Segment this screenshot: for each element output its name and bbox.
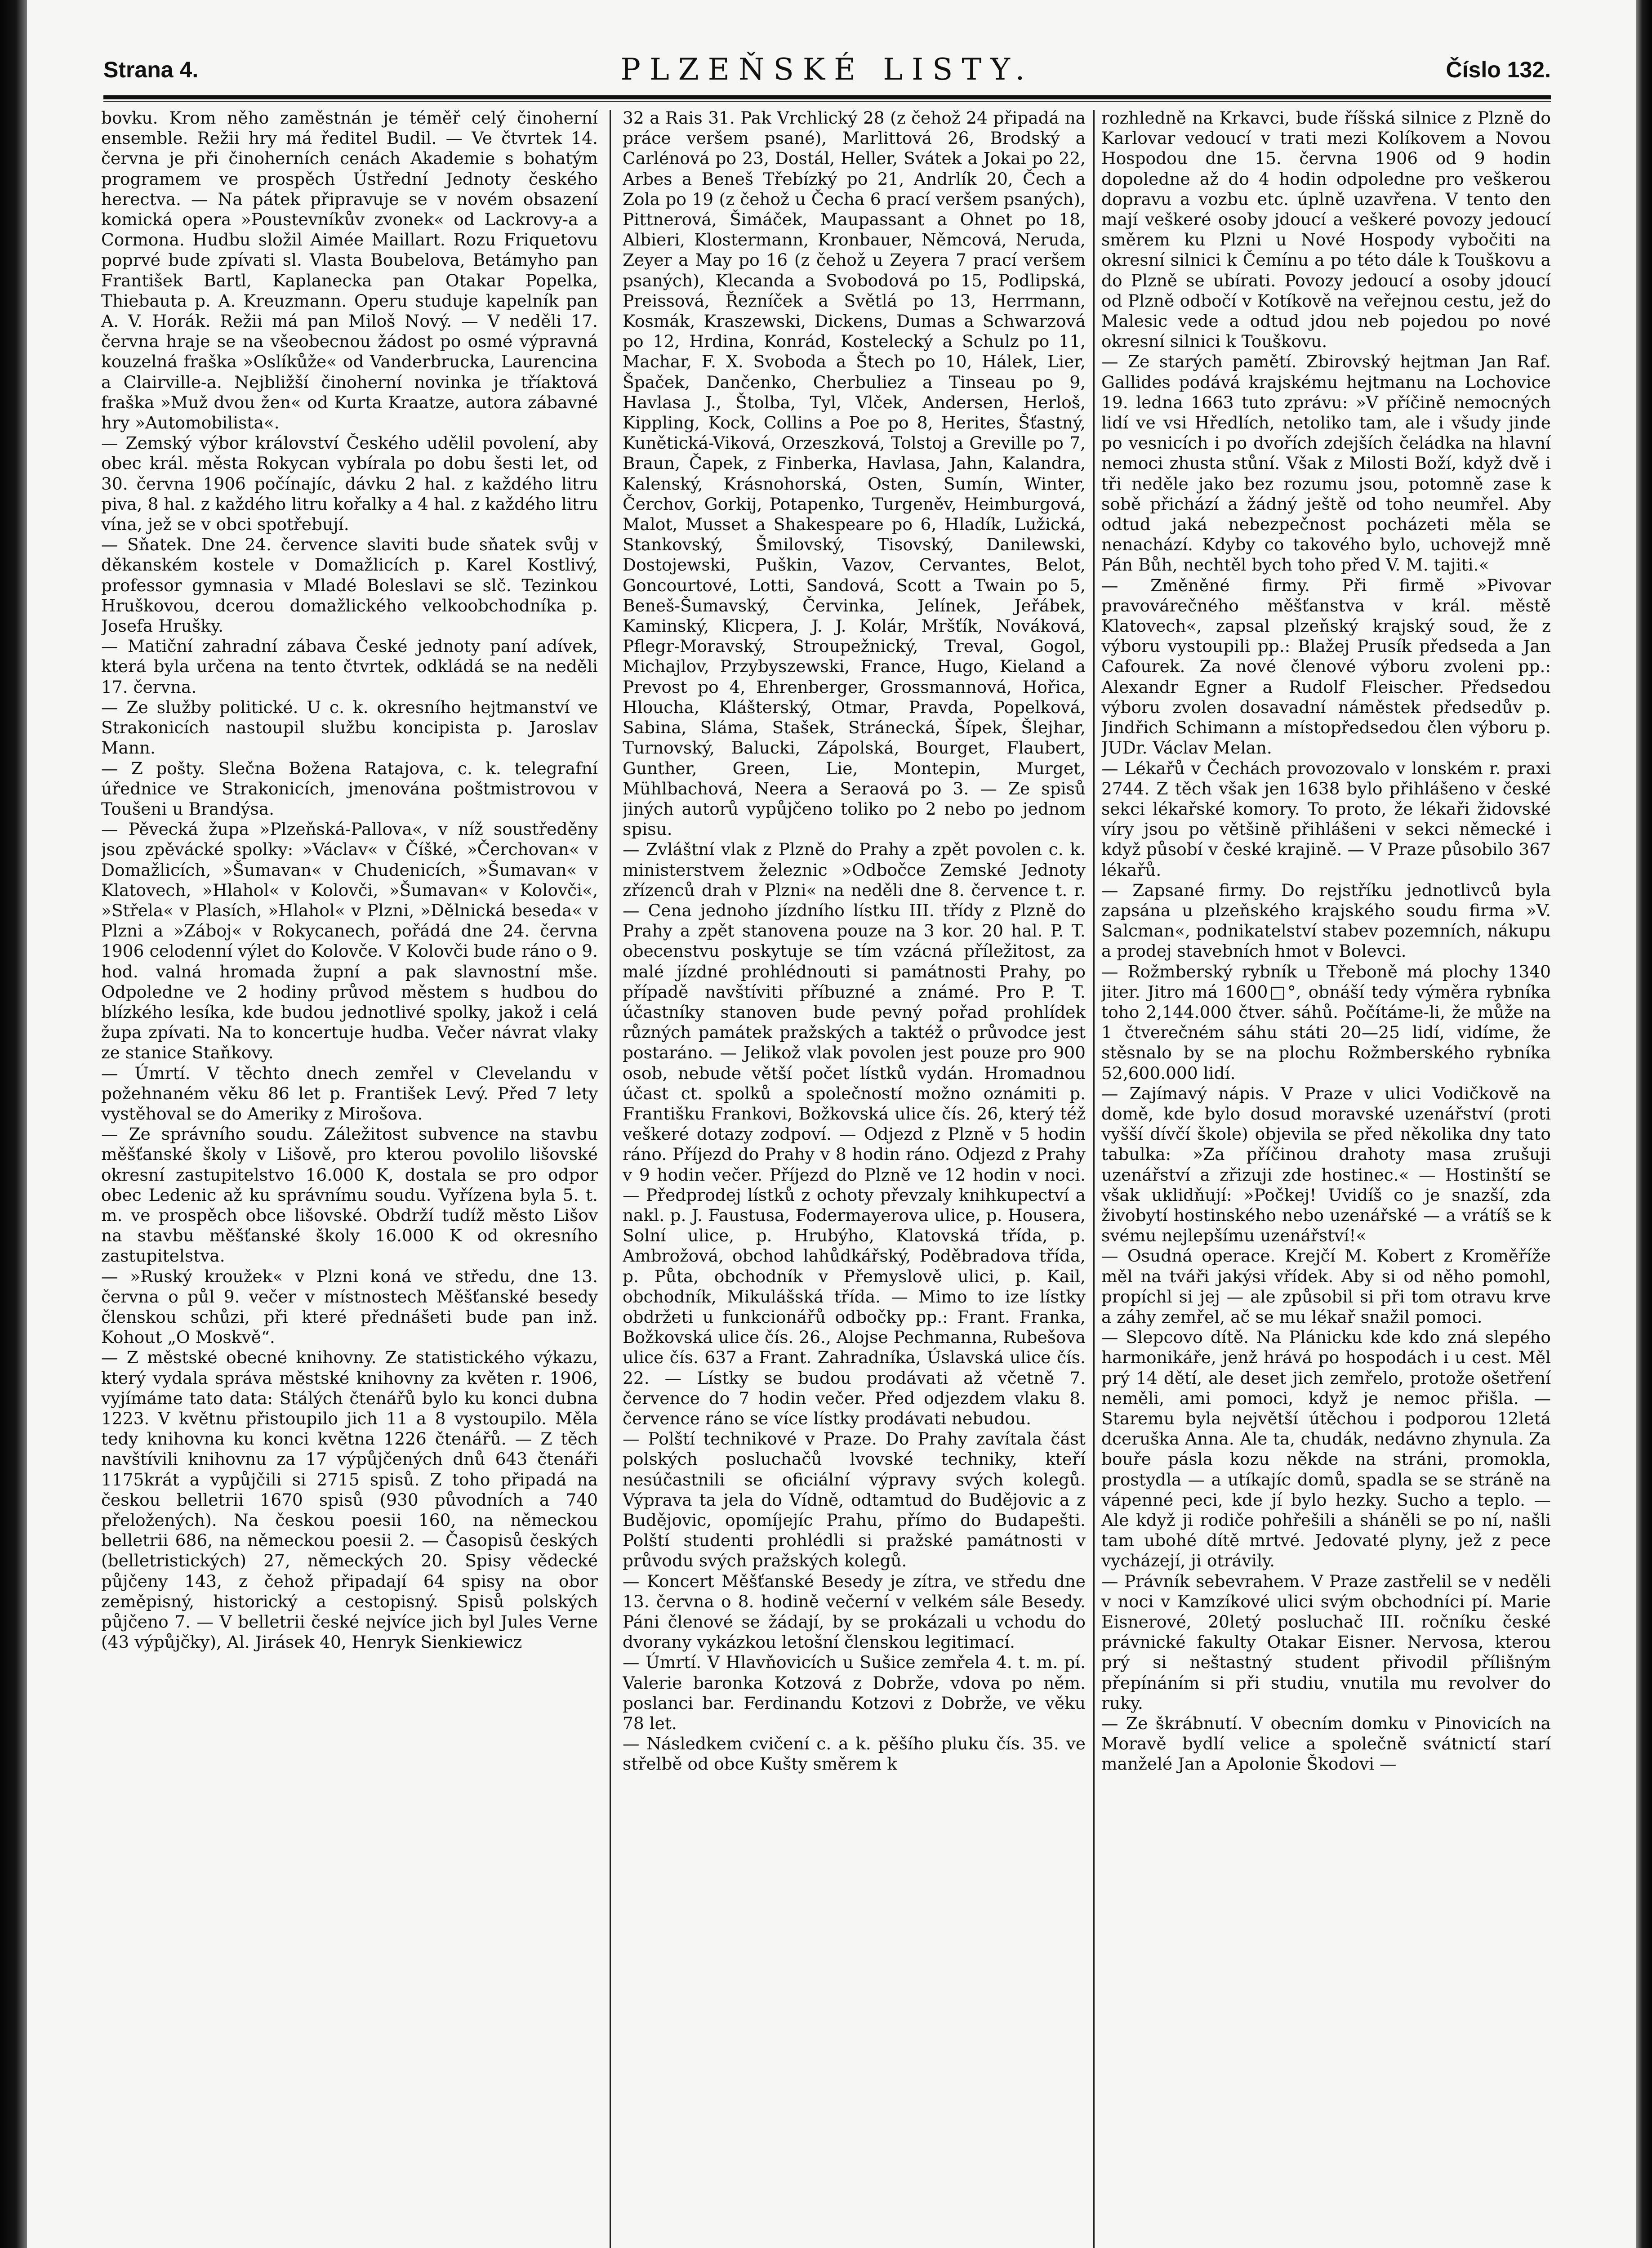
article-paragraph: — Zemský výbor království Českého udělil povolení, aby obec král. města Rokycan vybírala po dobu šesti let, od 30. června 1906 počínajíc, dávku 2 hal. z každého litru piva, 8 hal. z každého litru kořalky a 4 hal. z každého litru vína, jež se v obci spotřebují. (101, 433, 598, 535)
article-paragraph: — Slepcovo dítě. Na Plánicku kde kdo zná slepého harmonikáře, jenž hrává po hospodách i u cest. Měl prý 14 dětí, ale deset jich zemřelo, protože ošetření neměli, ami pomoci, když je nemoc přišla. — Staremu byla největší útěchou i podporou 12letá dceruška Anna. Ale ta, chudák, nedávno zhynula. Za bouře pásla kozu někde na stráni, promokla, prostydla — a utíkajíc domů, spadla se se stráně na vápenné peci, kde jí bylo hezky. Sucho a teplo. — Ale když ji rodiče pohřešili a sháněli se po ní, našli tam ubohé dítě mrtvé. Jedovaté plyny, jež z pece vycházejí, ji otrávily. (1101, 1327, 1551, 1571)
article-paragraph: — Osudná operace. Krejčí M. Kobert z Kroměříže měl na tváři jakýsi vřídek. Aby si od něho pomohl, propíchl si jej — ale způsobil si při tom otravu krve a záhy zemřel, ač se mu lékař snažil pomoci. (1101, 1246, 1551, 1327)
article-paragraph: — Úmrtí. V Hlavňovicích u Sušice zemřela 4. t. m. pí. Valerie baronka Kotzová z Dobrže, vdova po něm. poslanci bar. Ferdinandu Kotzovi z Dobrže, ve věku 78 let. (623, 1652, 1086, 1734)
masthead (103, 49, 1551, 90)
article-paragraph: bovku. Krom něho zaměstnán je téměř celý činoherní ensemble. Režii hry má ředitel Budil. — Ve čtvrtek 14. června je při činoherních cenách Akademie s bohatým programem ve prospěch Ústřední Jednoty českého herectva. — Na pátek připravuje se v novém obsazení komická opera »Poustevníkův zvonek« od Lackrovy-a a Cormona. Hudbu složil Aimée Maillart. Rozu Friquetovu poprvé bude zpívati sl. Vlasta Boubelova, Betámyho pan František Bartl, Kaplanecka pan Otakar Popelka, Thiebauta p. A. Kreuzmann. Operu studuje kapelník pan A. V. Horák. Režii má pan Miloš Nový. — V neděli 17. června hraje se na všeobecnou žádost po osmé výpravná kouzelná fraška »Oslíkůže« od Vanderbrucka, Laurencina a Clairville-a. Nejbližší činoherní novinka je tříaktová fraška »Muž dvou žen« od Kurta Kraatze, autora zábavné hry »Automobilista«. (101, 108, 598, 433)
article-paragraph: 32 a Rais 31. Pak Vrchlický 28 (z čehož 24 připadá na práce veršem psané), Marlittová 26, Brodský a Carlénová po 23, Dostál, Heller, Svátek a Jokai po 22, Arbes a Beneš Třebízký po 21, Andrlík 20, Čech a Zola po 19 (z čehož u Čecha 6 prací veršem psaných), Pittnerová, Šimáček, Maupassant a Ohnet po 18, Albieri, Klostermann, Kronbauer, Němcová, Neruda, Zeyer a May po 16 (z čehož u Zeyera 7 prací veršem psaných), Klecanda a Svobodová po 15, Podlipská, Preissová, Řezníček a Světlá po 13, Herrmann, Kosmák, Kraszewski, Dickens, Dumas a Schwarzová po 12, Hrdina, Konrád, Kostelecký a Schulz po 11, Machar, F. X. Svoboda a Štech po 10, Hálek, Lier, Špaček, Dančenko, Cherbuliez a Tinseau po 9, Havlasa J., Štolba, Tyl, Vlček, Andersen, Herloš, Kippling, Kock, Collins a Poe po 8, Herites, Šťastný, Kunětická-Viková, Orzeszková, Tolstoj a Greville po 7, Braun, Čapek, z Finberka, Havlasa, Jahn, Kalandra, Kalenský, Krásnohorská, Osten, Sumín, Winter, Čerchov, Gorkij, Potapenko, Turgeněv, Heimburgová, Malot, Musset a Shakespeare po 6, Hladík, Lužická, Stankovský, Šmilovský, Tisovský, Danilewski, Dostojewski, Puškin, Vazov, Cervantes, Belot, Goncourtové, Lotti, Sandová, Scott a Twain po 5, Beneš-Šumavský, Červinka, Jelínek, Jeřábek, Kaminský, Klicpera, J. J. Kolár, Mršťík, Nováková, Pflegr-Moravský, Stroupežnický, Treval, Gogol, Michajlov, Przybyszewski, France, Hugo, Kieland a Prevost po 4, Ehrenberger, Grossmannová, Hořica, Hloucha, Klášterský, Otmar, Pravda, Popelková, Sabina, Sláma, Stašek, Stránecká, Šípek, Šlejhar, Turnovský, Balucki, Zápolská, Bourget, Flaubert, Gunther, Green, Lie, Montepin, Murget, Mühlbachová, Neera a Seraová po 3. — Ze spisů jiných autorů vypůjčeno toliko po 2 nebo po jednom spisu. (623, 108, 1086, 839)
article-paragraph: — Koncert Měšťanské Besedy je zítra, ve středu dne 13. června o 8. hodině večerní v velkém sále Besedy. Páni členové se žádají, by se prokázali u vchodu do dvorany vykázkou letošní členskou legitimací. (623, 1571, 1086, 1652)
article-paragraph: — Zajímavý nápis. V Praze v ulici Vodičkově na domě, kde bylo dosud moravské uzenářství (proti vyšší dívčí škole) objevila se před několika dny tato tabulka: »Za příčinou drahoty masa zrušuji uzenářství a zřizuji zde hostinec.« — Hostinští se však uklidňují: »Počkej! Uvidíš co je snazší, zda živobytí hostinského nebo uzenářské — a vrátíš se k svému nejlepšímu uzenářství!« (1101, 1083, 1551, 1246)
article-paragraph: — Ze služby politické. U c. k. okresního hejtmanství ve Strakonicích nastoupil službu koncipista p. Jaroslav Mann. (101, 697, 598, 758)
article-paragraph: — Ze správního soudu. Záležitost subvence na stavbu měšťanské školy v Lišově, pro kterou povolilo lišovské okresní zastupitelstvo 16.000 K, dostala se pro odpor obec Ledenic až ku správnímu soudu. Vyřízena byla 5. t. m. ve prospěch obce lišovské. Obdrží tudíž město Lišov na stavbu měšťanské školy 16.000 K od okresního zastupitelstva. (101, 1124, 598, 1266)
page-number: Strana 4. (103, 57, 199, 82)
article-paragraph: — Z pošty. Slečna Božena Ratajova, c. k. telegrafní úřednice ve Strakonicích, jmenována poštmistrovou v Toušeni u Brandýsa. (101, 758, 598, 819)
header-rule (103, 95, 1551, 99)
column-divider (1093, 110, 1095, 2248)
article-paragraph: — Změněné firmy. Při firmě »Pivovar pravovárečného měšťanstva v král. městě Klatovech«, zapsal plzeňský krajský soud, že z výboru vystoupili pp.: Blažej Prusík předseda a Jan Cafourek. Za nové členové výboru zvoleni pp.: Alexandr Egner a Rudolf Fleischer. Předsedou výboru zvolen dosavadní náměstek předsedův p. Jindřich Schimann a místopředsedou člen výboru p. JUDr. Václav Melan. (1101, 575, 1551, 758)
article-paragraph: — Zvláštní vlak z Plzně do Prahy a zpět povolen c. k. ministerstvem železnic »Odbočce Zemské Jednoty zřízenců drah v Plzni« na neděli dne 8. července t. r. — Cena jednoho jízdního lístku III. třídy z Plzně do Prahy a zpět stanovena pouze na 3 kor. 20 hal. P. T. obecenstvu poskytuje se tím vzácná příležitost, za malé jízdné prohlédnouti si památnosti Prahy, po případě navštíviti příbuzné a známé. Pro P. T. účastníky stanoven bude pevný pořad prohlídek různých památek pražských a taktéž o průvodce jest postaráno. — Jelikož vlak povolen jest pouze pro 900 osob, nebude větší počet lístků vydán. Hromadnou účast ct. spolků a společností možno oznámiti p. Františku Frankovi, Božkovská ulice čís. 26, který též veškeré dotazy zodpoví. — Odjezd z Plzně v 5 hodin ráno. Příjezd do Prahy v 8 hodin ráno. Odjezd z Prahy v 9 hodin večer. Příjezd do Plzně ve 12 hodin v noci. — Předprodej lístků z ochoty převzaly knihkupectví a nakl. p. J. Faustusa, Fodermayerova ulice, p. Housera, Solní ulice, p. Hrubýho, Klatovská třída, p. Ambrožová, obchod lahůdkářský, Poděbradova třída, p. Půta, obchodník v Přemyslově ulici, p. Kail, obchodník, Mikulášská třída. — Mimo to ize lístky obdržeti u funkcionářů odbočky pp.: Frant. Franka, Božkovská ulice čís. 26., Alojse Pechmanna, Rubešova ulice čís. 637 a Frant. Zahradníka, Úslavská ulice čís. 22. — Lístky se budou prodávati až včetně 7. července do 7 hodin večer. Před odjezdem vlaku 8. července ráno se více lístky prodávati nebudou. (623, 839, 1086, 1428)
article-paragraph: — Lékařů v Čechách provozovalo v lonském r. praxi 2744. Z těch však jen 1638 bylo přihlášeno v české sekci lékařské komory. To proto, že lékaři židovské víry jsou po většině přihlášeni v sekci německé i když působí v české krajině. — V Praze působilo 367 lékařů. (1101, 758, 1551, 880)
article-paragraph: — Z městské obecné knihovny. Ze statistického výkazu, který vydala správa městské knihovny za květen r. 1906, vyjímáme tato data: Stálých čtenářů bylo ku konci dubna 1223. V květnu přistoupilo jich 11 a 8 vystoupilo. Měla tedy knihovna ku konci května 1226 čtenářů. — Z těch navštívili knihovnu za 17 výpůjčených dnů 643 čtenáři 1175krát a vypůjčili si 2715 spisů. Z toho připadá na českou belletrii 1670 spisů (930 původních a 740 přeložených). Na českou poesii 160, na německou belletrii 686, na německou poesii 2. — Časopisů českých (belletristických) 27, německých 20. Spisy vědecké půjčeny 143, z čehož připadají 64 spisy na obor zeměpisný, historický a cestopisný. Spisů polských půjčeno 7. — V belletrii české nejvíce jich byl Jules Verne (43 výpůjčky), Al. Jirásek 40, Henryk Sienkiewicz (101, 1347, 598, 1652)
article-paragraph: — Ze starých pamětí. Zbirovský hejtman Jan Raf. Gallides podává krajskému hejtmanu na Lochovice 19. ledna 1663 tuto zprávu: »V příčině nemocných lidí ve vsi Hředlích, netoliko tam, ale i všudy jinde po vesnicích i po dvořích zdejších čeládka na hlavní nemoci zhusta stůní. Však z Milosti Boží, když dvě i tři neděle jako bez rozumu jsou, potomně zase k sobě přichází a žádný ještě od toho neumřel. Aby odtud jaká nebezpečnost pocházeti měla se nenachází. Kdyby co takového bylo, uchovejž mně Pán Bůh, nechtěl bych toho před V. M. tajiti.« (1101, 352, 1551, 575)
article-paragraph: — »Ruský kroužek« v Plzni koná ve středu, dne 13. června o půl 9. večer v místnostech Měšťanské besedy členskou schůzi, při které přednášeti bude pan inž. Kohout „O Moskvě“. (101, 1266, 598, 1347)
scan-border-right (1636, 0, 1652, 2248)
article-paragraph: — Úmrtí. V těchto dnech zemřel v Clevelandu v požehnaném věku 86 let p. František Levý. Před 7 lety vystěhoval se do Ameriky z Mirošova. (101, 1063, 598, 1124)
article-paragraph: — Zapsané firmy. Do rejstříku jednotlivců byla zapsána u plzeňského krajského soudu firma »V. Salcman«, podnikatelství stabev pozemních, nákupu a prodej stavebních hmot v Bolevci. (1101, 880, 1551, 961)
column-1 (101, 108, 598, 2248)
issue-number: Číslo 132. (1446, 57, 1551, 82)
scan-border-left (0, 0, 27, 2248)
article-paragraph: — Pěvecká župa »Plzeňská-Pallova«, v níž soustředěny jsou zpěvácké spolky: »Václav« v Číšké, »Čerchovan« v Domažlicích, »Šumavan« v Chudenicích, »Šumavan« v Klatovech, »Hlahol« v Kolovči, »Šumavan« v Kolovči«, »Střela« v Plasích, »Hlahol« v Plzni, »Dělnická beseda« v Plzni a »Záboj« v Rokycanech, pořádá dne 24. června 1906 celodenní výlet do Kolovče. V Kolovči bude ráno o 9. hod. valná hromada župní a pak slavnostní mše. Odpoledne ve 2 hodiny průvod městem s hudbou do blízkého lesíka, kde budou jednotlivé spolky, jakož i celá župa zpívati. Na to koncertuje hudba. Večer návrat vlaky ze stanice Staňkovy. (101, 819, 598, 1063)
article-paragraph: rozhledně na Krkavci, bude říšská silnice z Plzně do Karlovar vedoucí v trati mezi Kolíkovem a Novou Hospodou dne 15. června 1906 od 9 hodin dopoledne až do 4 hodin odpoledne pro veškerou dopravu a vozbu etc. úplně uzavřena. V tento den mají veškeré osoby jdoucí a veškeré povozy jedoucí směrem ku Plzni u Nové Hospody vybočiti na okresní silnici k Čemínu a po této dále k Touškovu a do Plzně se ubírati. Povozy jedoucí a osoby jdoucí od Plzně odbočí v Kotíkově na veřejnou cestu, jež do Malesic vede a odtud jdou neb pojedou po nové okresní silnici k Touškovu. (1101, 108, 1551, 352)
column-3 (1101, 108, 1551, 2248)
newspaper-title: PLZEŇSKÉ LISTY. (620, 52, 1034, 87)
article-paragraph: — Polští technikové v Praze. Do Prahy zavítala část polských posluchačů lvovské techniky, kteří nesúčastnili se oficiální výpravy svých kolegů. Výprava ta jela do Vídně, odtamtud do Budějovic a z Budějovic, opomíjejíc Prahu, přímo do Budapešti. Polští studenti prohlédli si pražské památnosti v průvodu svých pražských kolegů. (623, 1429, 1086, 1571)
article-paragraph: — Matiční zahradní zábava České jednoty paní adívek, která byla určena na tento čtvrtek, odkládá se na neděli 17. června. (101, 636, 598, 697)
article-paragraph: — Ze škrábnutí. V obecním domku v Pinovicích na Moravě bydlí velice a společně svátnictí starí manželé Jan a Apolonie Škodovi — (1101, 1713, 1551, 1774)
article-paragraph: — Právník sebevrahem. V Praze zastřelil se v neděli v noci v Kamzíkové ulici svým obchodníci pí. Marie Eisnerové, 20letý posluchač III. ročníku české právnické fakulty Otakar Eisner. Nervosa, kterou prý si neštastný student přivodil přílišným přepínáním si při studiu, vnutila mu revolver do ruky. (1101, 1571, 1551, 1713)
article-paragraph: — Následkem cvičení c. a k. pěšího pluku čís. 35. ve střelbě od obce Kušty směrem k (623, 1734, 1086, 1774)
article-paragraph: — Rožmberský rybník u Třeboně má plochy 1340 jiter. Jitro má 1600□°, obnáší tedy výměra rybníka toho 2,144.000 čtver. sáhů. Počítáme-li, že může na 1 čtverečném sáhu státi 20—25 lidí, vidíme, že stěsnalo by se na plochu Rožmberského rybníka 52,600.000 lidí. (1101, 961, 1551, 1083)
article-paragraph: — Sňatek. Dne 24. července slaviti bude sňatek svůj v děkanském kostele v Domažlicích p. Karel Kostlivý, professor gymnasia v Mladé Boleslavi se slč. Tezinkou Hruškovou, dcerou domažlického velkoobchodníka p. Josefa Hrušky. (101, 535, 598, 636)
column-2 (623, 108, 1086, 2248)
column-divider (610, 110, 611, 2248)
header-rule-thin (103, 101, 1551, 102)
